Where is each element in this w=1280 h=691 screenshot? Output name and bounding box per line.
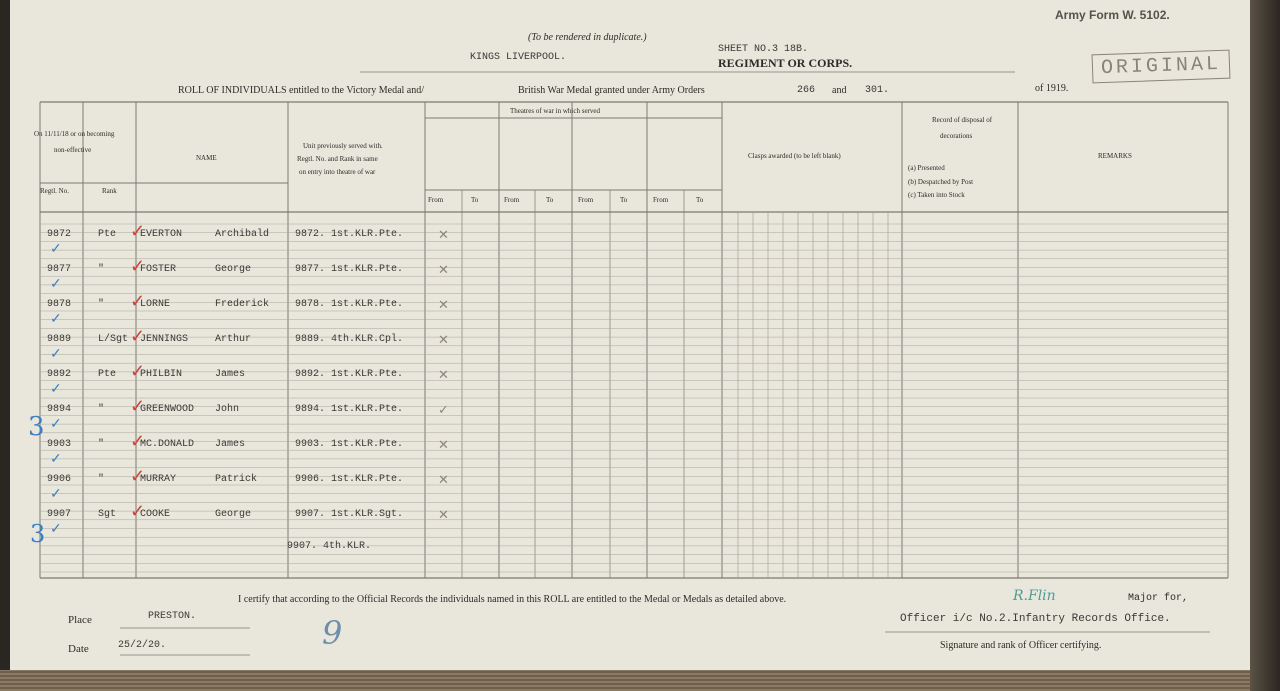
unit-name: KINGS LIVERPOOL. [470,52,567,63]
row-theatre-mark: ✕ [438,507,449,522]
red-check-mark: ✓ [130,256,146,276]
row-unit: 9906. 1st.KLR.Pte. [295,474,404,485]
col-from: From [428,196,444,204]
blue-margin-mark: 3 [30,520,46,548]
row-surname: MC.DONALD [140,439,195,450]
col-unit-3: on entry into theatre of war [299,168,376,176]
row-forename: Archibald [215,229,270,240]
row-unit: 9889. 4th.KLR.Cpl. [295,334,404,345]
row-regtl-no: 9907 [47,509,72,520]
blue-check-mark: ✓ [50,277,62,292]
row-theatre-mark: ✕ [438,297,449,312]
row-rank: " [98,264,105,275]
blue-check-mark: ✓ [50,242,62,257]
roll-title-1: ROLL OF INDIVIDUALS entitled to the Victory Medal and/ [178,85,425,96]
red-check-mark: ✓ [130,361,146,381]
row-unit: 9872. 1st.KLR.Pte. [295,229,404,240]
certification-text: I certify that according to the Official Records the individuals named in this ROLL are entitled to the Medal or Medals as detailed above. [238,594,787,605]
and-word: and [832,85,847,96]
row-theatre-mark: ✕ [438,367,449,382]
row-regtl-no: 9903 [47,439,72,450]
col-to: To [696,196,704,204]
blue-check-mark: ✓ [50,312,62,327]
row-surname: COOKE [140,509,171,520]
date-value: 25/2/20. [118,640,167,651]
row-unit: 9878. 1st.KLR.Pte. [295,299,404,310]
row-regtl-no: 9894 [47,404,72,415]
row-surname: MURRAY [140,474,177,485]
row-theatre-mark: ✕ [438,332,449,347]
blue-margin-mark: 3 [28,412,45,442]
row-forename: James [215,439,246,450]
col-from: From [653,196,669,204]
date-label: Date [68,643,89,655]
row-unit: 9894. 1st.KLR.Pte. [295,404,404,415]
col-unit-2: Regtl. No. and Rank in same [297,155,378,163]
row-unit: 9907. 1st.KLR.Sgt. [295,509,404,520]
row-surname: JENNINGS [140,334,189,345]
red-check-mark: ✓ [130,431,146,451]
col-disposal-1: Record of disposal of [932,116,993,124]
col-disposal-b: (b) Despatched by Post [908,178,974,186]
army-order-1: 266 [797,85,816,96]
col-on-date-2: non-effective [54,146,92,154]
row-surname: EVERTON [140,229,183,240]
extra-unit-line: 9907. 4th.KLR. [287,541,372,552]
row-forename: Arthur [215,334,252,345]
row-regtl-no: 9877 [47,264,72,275]
book-binding-shadow [1250,0,1280,691]
row-regtl-no: 9872 [47,229,72,240]
regiment-label: REGIMENT OR CORPS. [718,56,853,70]
medal-roll-page [10,0,1250,680]
row-forename: John [215,404,240,415]
major-for: Major for, [1128,593,1189,604]
row-forename: George [215,509,252,520]
row-theatre-mark: ✓ [438,402,449,417]
signature-label: Signature and rank of Officer certifying. [940,640,1102,651]
ruled-grid [10,0,1250,680]
page-number: 9 [322,614,343,652]
col-to: To [546,196,554,204]
row-surname: FOSTER [140,264,177,275]
row-rank: " [98,404,105,415]
red-check-mark: ✓ [130,291,146,311]
row-forename: Frederick [215,299,270,310]
row-theatre-mark: ✕ [438,437,449,452]
book-page-edges [0,670,1280,691]
row-unit: 9903. 1st.KLR.Pte. [295,439,404,450]
col-to: To [471,196,479,204]
original-stamp: ORIGINAL [1092,50,1231,84]
officer-title: Officer i/c No.2.Infantry Records Office. [900,613,1171,625]
sheet-number: SHEET NO.3 18B. [718,44,809,55]
duplicate-note: (To be rendered in duplicate.) [528,32,647,43]
row-rank: " [98,474,105,485]
row-regtl-no: 9906 [47,474,72,485]
col-regtl-no: Regtl. No. [40,187,69,195]
blue-check-mark: ✓ [50,417,62,432]
red-check-mark: ✓ [130,396,146,416]
col-unit-1: Unit previously served with. [303,142,383,150]
col-rank: Rank [102,187,117,195]
row-theatre-mark: ✕ [438,227,449,242]
col-from: From [578,196,594,204]
row-rank: Sgt [98,509,117,520]
row-theatre-mark: ✕ [438,262,449,277]
row-forename: George [215,264,252,275]
form-number: Army Form W. 5102. [1055,8,1170,22]
col-on-date-1: On 11/11/18 or on becoming [34,130,115,138]
blue-check-mark: ✓ [50,347,62,362]
blue-check-mark: ✓ [50,487,62,502]
col-name: NAME [196,154,217,162]
blue-check-mark: ✓ [50,382,62,397]
col-disposal-2: decorations [940,132,973,140]
row-rank: Pte [98,369,117,380]
row-theatre-mark: ✕ [438,472,449,487]
col-clasps: Clasps awarded (to be left blank) [748,152,841,160]
row-rank: " [98,439,105,450]
blue-check-mark: ✓ [50,522,62,537]
col-disposal-c: (c) Taken into Stock [908,191,965,199]
row-regtl-no: 9892 [47,369,72,380]
row-forename: James [215,369,246,380]
col-to: To [620,196,628,204]
officer-signature: R.Flin [1013,588,1056,604]
row-regtl-no: 9878 [47,299,72,310]
row-surname: LORNE [140,299,171,310]
blue-check-mark: ✓ [50,452,62,467]
red-check-mark: ✓ [130,466,146,486]
place-value: PRESTON. [148,611,197,622]
roll-title-2: British War Medal granted under Army Orders [518,85,705,96]
col-from: From [504,196,520,204]
col-disposal-a: (a) Presented [908,164,945,172]
row-rank: L/Sgt [98,334,129,345]
roll-year: of 1919. [1035,83,1069,94]
red-check-mark: ✓ [130,501,146,521]
row-forename: Patrick [215,474,258,485]
row-surname: GREENWOOD [140,404,195,415]
row-rank: Pte [98,229,117,240]
row-rank: " [98,299,105,310]
col-theatres: Theatres of war in which served [510,107,600,115]
row-unit: 9892. 1st.KLR.Pte. [295,369,404,380]
red-check-mark: ✓ [130,221,146,241]
row-unit: 9877. 1st.KLR.Pte. [295,264,404,275]
place-label: Place [68,614,92,626]
row-regtl-no: 9889 [47,334,72,345]
col-remarks: REMARKS [1098,152,1132,160]
army-order-2: 301. [865,85,890,96]
red-check-mark: ✓ [130,326,146,346]
row-surname: PHILBIN [140,369,183,380]
